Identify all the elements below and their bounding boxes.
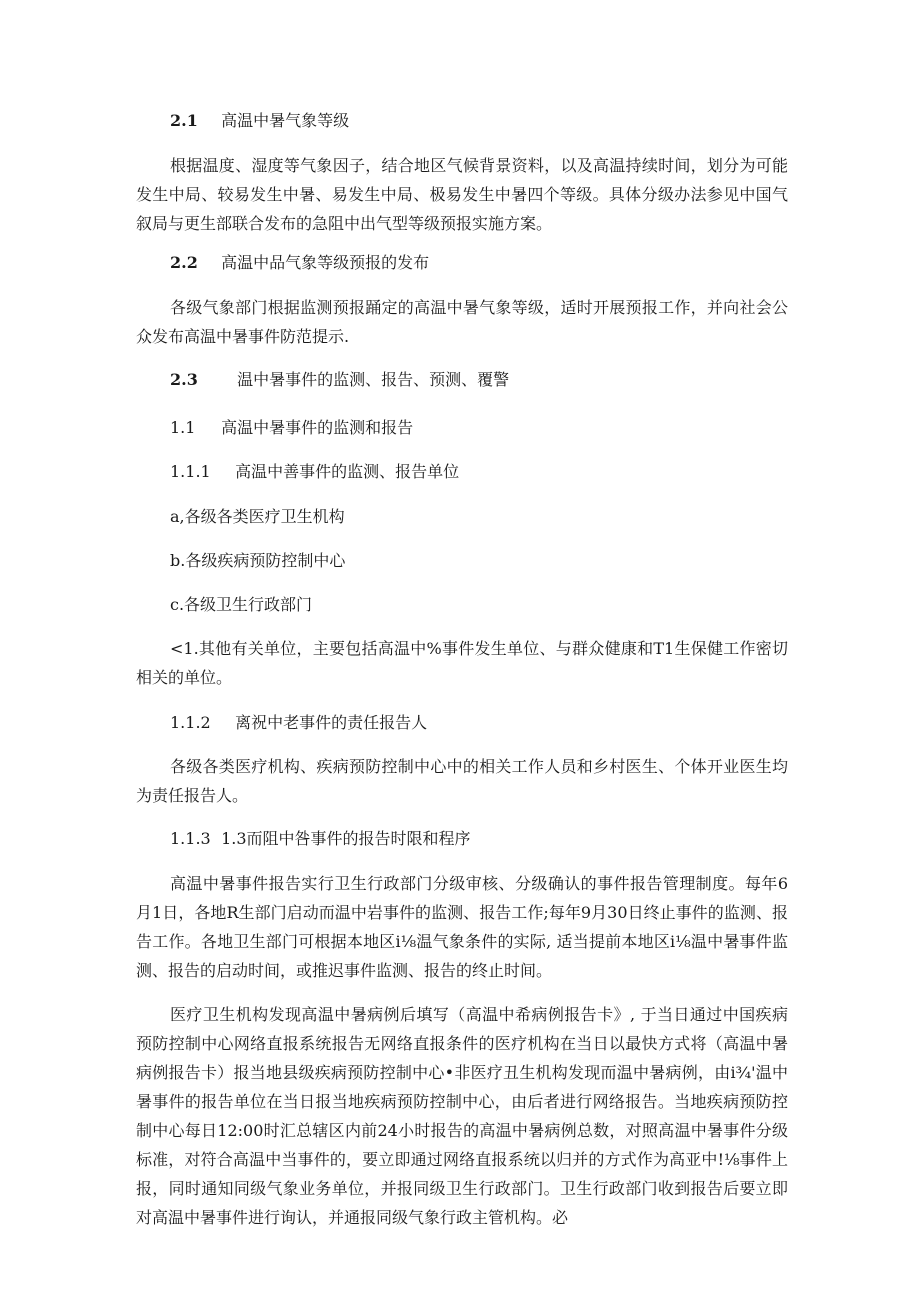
section-number: 1.1.1 (170, 462, 211, 481)
section-title: 离祝中老事件的责任报告人 (235, 713, 428, 732)
section-title: 高温中品气象等级预报的发布 (221, 253, 430, 272)
section-heading-2-3 (170, 369, 509, 391)
section-heading-2-2 (170, 252, 429, 274)
section-number: 2.2 (170, 253, 198, 272)
section-title: 高温中善事件的监测、报告单位 (235, 462, 460, 481)
section-heading-1-1-2 (170, 712, 427, 734)
paragraph-forecast-release: 各级气象部门根据监测预报踊定的高温中暑气象等级，适时开展预报工作，并向社会公众发布高温中暑事件防范提示. (136, 298, 788, 346)
section-title: 温中暑事件的监测、报告、预测、覆警 (237, 370, 510, 389)
list-item: c.各级卫生行政部门 (170, 595, 313, 614)
list-item: a,各级各类医疗卫生机构 (170, 507, 345, 526)
paragraph-reporting-procedure: 医疗卫生机构发现高温中暑病例后填写（高温中希病例报告卡》, 于当日通过中国疾病预防控制中心网络直报系统报告无网络直报条件的医疗机构在当日以最快方式将（高温中暑病例报告卡）报当地县级疾病预防控制中心•非医疗丑生机构发现而温中暑病例，由i¾'温中暑事件的报告单位在当日报当地疾病预防控制中心，由后者进行网络报告。当地疾病预防控制中心每日12:00时汇总辖区内前24小时报告的高温中暑病例总数，对照高温中暑事件分级标准，对符合高温中当事件的，要立即通过网络直报系统以归并的方式作为高亚中!⅛事件上报，同时通知同级气象业务单位，并报同级卫生行政部门。卫生行政部门收到报告后要立即对高温中暑事件进行询认，并通报同级气象行政主管机构。必 (136, 1005, 788, 1227)
section-title: 高温中暑气象等级 (221, 111, 350, 130)
section-heading-1-1 (170, 417, 413, 439)
section-title: 1.3而阻中咎事件的报告时限和程序 (221, 829, 471, 848)
paragraph-reporting-timeline: 高温中暑事件报告实行卫生行政部门分级审核、分级确认的事件报告管理制度。每年6月1日，各地R生部门启动而温中岩事件的监测、报告工作;每年9月30日终止事件的监测、报告工作。各地卫生部门可根据本地区i⅛温气象条件的实际, 适当提前本地区i⅛温中暑事件监测、报告的启动时间，或推迟事件监测、报告的终止时间。 (136, 874, 788, 980)
list-item: b.各级疾病预防控制中心 (170, 551, 346, 570)
section-number: 1.1.3 (170, 829, 211, 848)
section-number: 2.3 (170, 370, 198, 389)
section-heading-1-1-3 (170, 828, 471, 850)
paragraph-heat-levels: 根据温度、湿度等气象因子，结合地区气候背景资料，以及高温持续时间，划分为可能发生中局、较易发生中暑、易发生中局、极易发生中暑四个等级。具体分级办法参见中国气叙局与更生部联合发布的急阻中出气型等级预报实施方案。 (136, 156, 788, 233)
section-number: 1.1.2 (170, 713, 211, 732)
section-heading-2-1 (170, 110, 349, 132)
section-title: 高温中暑事件的监测和报告 (221, 418, 414, 437)
section-number: 1.1 (170, 418, 196, 437)
section-heading-1-1-1 (170, 461, 459, 483)
section-number: 2.1 (170, 111, 198, 130)
paragraph-other-units: <1.其他有关单位，主要包括高温中%事件发生单位、与群众健康和T1生保健工作密切相关的单位。 (136, 639, 788, 687)
paragraph-responsible-reporters: 各级各类医疗机构、疾病预防控制中心中的相关工作人员和乡村医生、个体开业医生均为责任报告人。 (136, 757, 788, 805)
